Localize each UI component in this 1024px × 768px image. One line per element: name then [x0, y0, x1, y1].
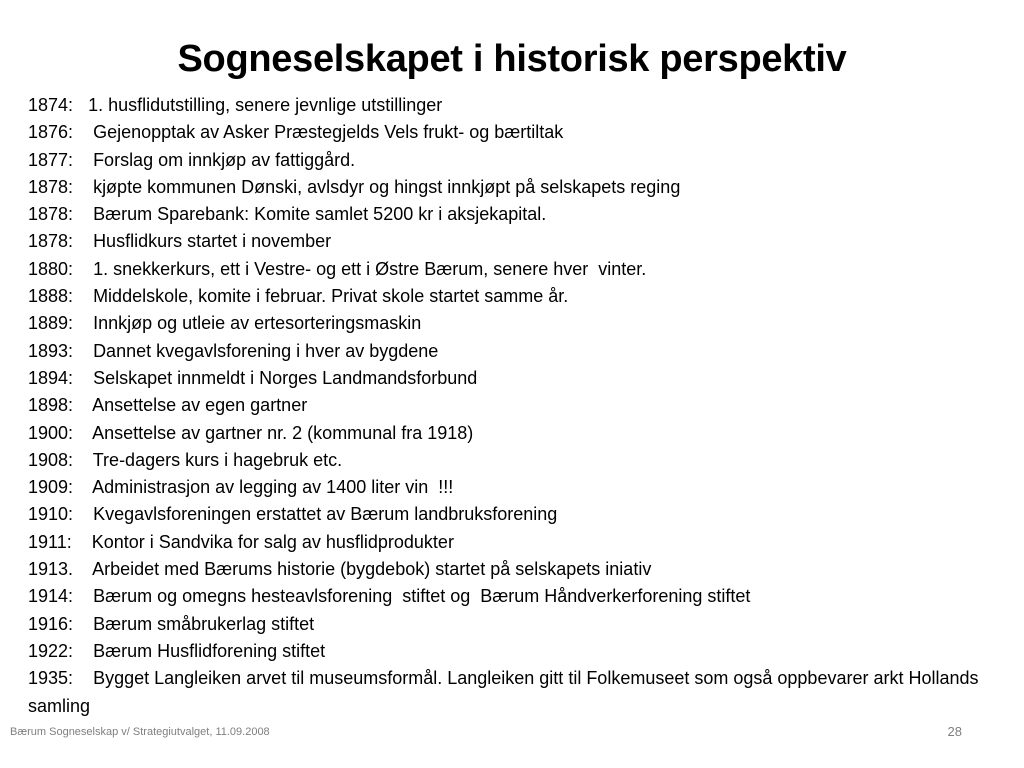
- entry-spacer: [72, 532, 92, 552]
- entry-spacer: [73, 150, 93, 170]
- entry-text: Dannet kvegavlsforening i hver av bygdene: [93, 340, 439, 361]
- entry-spacer: [73, 313, 93, 333]
- entry-year: 1908:: [28, 449, 74, 470]
- entry-year: 1880:: [28, 258, 74, 279]
- entry-year: 1911:: [28, 531, 72, 552]
- entry-text: Bygget Langleiken arvet til museumsformål. Langleiken gitt til Folkemuseet som også oppbevarer arkt Hollands samling: [28, 668, 984, 716]
- entry-text: Ansettelse av egen gartner: [92, 395, 308, 416]
- footer-text: Bærum Sogneselskap v/ Strategiutvalget, 11.09.2008: [10, 726, 270, 738]
- entry-text: Middelskole, komite i februar. Privat skole startet samme år.: [93, 286, 569, 307]
- entry-spacer: [73, 668, 93, 688]
- entry-year: 1910:: [28, 504, 74, 525]
- timeline-entry: [28, 147, 1003, 174]
- entry-text: Kvegavlsforeningen erstattet av Bærum landbruksforening: [93, 504, 558, 525]
- entry-year: 1888:: [28, 286, 74, 307]
- entry-text: kjøpte kommunen Dønski, avlsdyr og hingst innkjøpt på selskapets reging: [93, 176, 681, 197]
- entry-year: 1922:: [28, 640, 74, 661]
- entry-spacer: [73, 395, 92, 415]
- entry-spacer: [73, 614, 93, 634]
- slide-title: Sogneselskapet i historisk perspektiv: [177, 38, 847, 80]
- entry-year: 1913.: [28, 559, 74, 580]
- entry-text: Bærum og omegns hesteavlsforening stiftet og Bærum Håndverkerforening stiftet: [93, 586, 751, 607]
- entry-year: 1916:: [28, 613, 74, 634]
- timeline-entry: [28, 556, 1003, 583]
- entry-text: Bærum småbrukerlag stiftet: [93, 613, 315, 634]
- timeline-entry: [28, 420, 1003, 447]
- entry-year: 1893:: [28, 340, 74, 361]
- entry-text: Administrasjon av legging av 1400 liter vin !!!: [92, 477, 454, 498]
- entry-spacer: [73, 504, 93, 524]
- timeline-entry: [28, 310, 1003, 337]
- timeline-entry: [28, 338, 1003, 365]
- entry-text: Selskapet innmeldt i Norges Landmandsforbund: [93, 367, 478, 388]
- entry-year: 1877:: [28, 149, 74, 170]
- entry-spacer: [73, 450, 93, 470]
- timeline-entry: [28, 365, 1003, 392]
- entry-year: 1898:: [28, 395, 74, 416]
- timeline-entry: [28, 228, 1003, 255]
- entry-text: Arbeidet med Bærums historie (bygdebok) startet på selskapets iniativ: [92, 559, 652, 580]
- entry-year: 1914:: [28, 586, 74, 607]
- entry-text: 1. snekkerkurs, ett i Vestre- og ett i Østre Bærum, senere hver vinter.: [93, 258, 647, 279]
- entry-spacer: [73, 586, 93, 606]
- entry-text: Husflidkurs startet i november: [93, 231, 332, 252]
- entry-year: 1878:: [28, 176, 74, 197]
- entry-spacer: [73, 559, 92, 579]
- entry-spacer: [73, 231, 93, 251]
- entry-spacer: [73, 477, 92, 497]
- entry-year: 1889:: [28, 313, 74, 334]
- entry-text: Forslag om innkjøp av fattiggård.: [93, 149, 356, 170]
- timeline-entry: [28, 611, 1003, 638]
- entry-spacer: [73, 259, 93, 279]
- timeline-entry: [28, 665, 1003, 720]
- timeline-entry: [28, 583, 1003, 610]
- entry-spacer: [73, 204, 93, 224]
- entry-text: Bærum Sparebank: Komite samlet 5200 kr i aksjekapital.: [93, 204, 547, 225]
- entry-spacer: [73, 122, 93, 142]
- timeline-entry: [28, 474, 1003, 501]
- entry-spacer: [73, 423, 92, 443]
- entry-year: 1878:: [28, 204, 74, 225]
- entry-text: Innkjøp og utleie av ertesorteringsmaskin: [93, 313, 422, 334]
- entry-text: Ansettelse av gartner nr. 2 (kommunal fra 1918): [92, 422, 474, 443]
- timeline-entry: [28, 638, 1003, 665]
- entry-text: Bærum Husflidforening stiftet: [93, 640, 326, 661]
- entry-text: 1. husflidutstilling, senere jevnlige utstillinger: [88, 95, 443, 115]
- entry-year: 1874:: [28, 95, 74, 115]
- entry-year: 1909:: [28, 477, 74, 498]
- timeline-entry: [28, 529, 1003, 556]
- timeline-entry: [28, 174, 1003, 201]
- timeline-entry: [28, 283, 1003, 310]
- timeline-entry: [28, 201, 1003, 228]
- entry-spacer: [73, 177, 93, 197]
- timeline-entry: [28, 119, 1003, 146]
- entry-spacer: [73, 95, 88, 115]
- entry-year: 1876:: [28, 122, 74, 143]
- entry-spacer: [73, 368, 93, 388]
- entry-spacer: [73, 286, 93, 306]
- entry-year: 1900:: [28, 422, 74, 443]
- timeline-entry: [28, 447, 1003, 474]
- timeline-entry: [28, 92, 1003, 119]
- page-number: 28: [947, 724, 962, 739]
- entry-spacer: [73, 341, 93, 361]
- entry-text: Kontor i Sandvika for salg av husflidprodukter: [91, 531, 454, 552]
- entry-year: 1878:: [28, 231, 74, 252]
- timeline-entry: [28, 501, 1003, 528]
- entry-year: 1935:: [28, 668, 74, 689]
- timeline-entry: [28, 256, 1003, 283]
- entry-year: 1894:: [28, 367, 74, 388]
- entry-text: Tre-dagers kurs i hagebruk etc.: [92, 449, 343, 470]
- entry-text: Gejenopptak av Asker Præstegjelds Vels frukt- og bærtiltak: [93, 122, 564, 143]
- entry-spacer: [73, 641, 93, 661]
- timeline-list: [28, 92, 1003, 720]
- timeline-entry: [28, 392, 1003, 419]
